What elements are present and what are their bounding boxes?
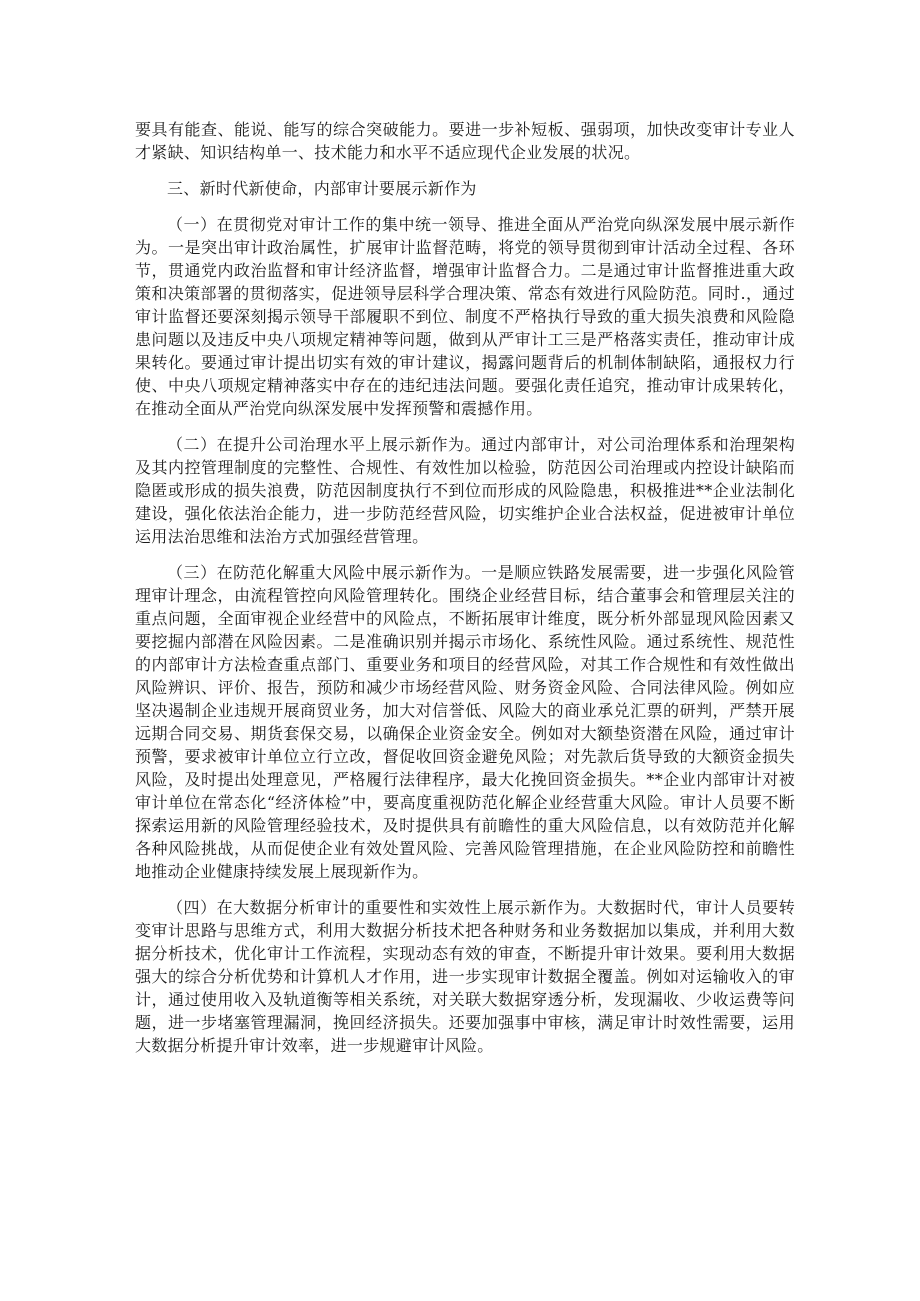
paragraph-item-four: （四）在大数据分析审计的重要性和实效性上展示新作为。大数据时代，审计人员要转变审计思路与思维方式，利用大数据分析技术把各种财务和业务数据加以集成，并利用大数据分析技术，优化审计工作流程，实现动态有效的审查，不断提升审计效果。要利用大数据强大的综合分析优势和计算机人才作用，进一步实现审计数据全覆盖。例如对运输收入的审计，通过使用收入及轨道衡等相关系统，对关联大数据穿透分析，发现漏收、少收运费等问题，进一步堵塞管理漏洞，挽回经济损失。还要加强事中审核，满足审计时效性需要，运用大数据分析提升审计效率，进一步规避审计风险。 [135, 898, 795, 1055]
paragraph-item-three: （三）在防范化解重大风险中展示新作为。一是顺应铁路发展需要，进一步强化风险管理审计理念，由流程管控向风险管理转化。围绕企业经营目标，结合董事会和管理层关注的重点问题，全面审视企业经营中的风险点，不断拓展审计维度，既分析外部显现风险因素又要挖掘内部潜在风险因素。二是准确识别并揭示市场化、系统性风险。通过系统性、规范性的内部审计方法检查重点部门、重要业务和项目的经营风险，对其工作合规性和有效性做出风险辨识、评价、报告，预防和减少市场经营风险、财务资金风险、合同法律风险。例如应坚决遏制企业违规开展商贸业务，加大对信誉低、风险大的商业承兑汇票的研判，严禁开展远期合同交易、期货套保交易，以确保企业资金安全。例如对大额垫资潜在风险，通过审计预警，要求被审计单位立行立改，督促收回资金避免风险；对先款后货导致的大额资金损失风险，及时提出处理意见，严格履行法律程序，最大化挽回资金损失。**企业内部审计对被审计单位在常态化“经济体检”中，要高度重视防范化解企业经营重大风险。审计人员要不断探索运用新的风险管理经验技术，及时提供具有前瞻性的重大风险信息，以有效防范并化解各种风险挑战，从而促使企业有效处置风险、完善风险管理措施，在企业风险防控和前瞻性地推动企业健康持续发展上展现新作为。 [135, 563, 795, 881]
paragraph-item-one: （一）在贯彻党对审计工作的集中统一领导、推进全面从严治党向纵深发展中展示新作为。一是突出审计政治属性，扩展审计监督范畴，将党的领导贯彻到审计活动全过程、各环节，贯通党内政治监督和审计经济监督，增强审计监督合力。二是通过审计监督推进重大政策和决策部署的贯彻落实，促进领导层科学合理决策、常态有效进行风险防范。同时.，通过审计监督还要深刻揭示领导干部履职不到位、制度不严格执行导致的重大损失浪费和风险隐患问题以及违反中央八项规定精神等问题，做到从严审计工三是严格落实责任，推动审计成果转化。要通过审计提出切实有效的审计建议，揭露问题背后的机制体制缺陷，通报权力行使、中央八项规定精神落实中存在的违纪违法问题。要强化责任追究，推动审计成果转化，在推动全面从严治党向纵深发展中发挥预警和震撼作用。 [135, 215, 795, 418]
paragraph-continued: 要具有能查、能说、能写的综合突破能力。要进一步补短板、强弱项，加快改变审计专业人才紧缺、知识结构单一、技术能力和水平不适应现代企业发展的状况。 [135, 120, 795, 162]
document-body [135, 118, 795, 1070]
section-heading-three: 三、新时代新使命，内部审计要展示新作为 [167, 179, 477, 198]
paragraph-item-two: （二）在提升公司治理水平上展示新作为。通过内部审计，对公司治理体系和治理架构及其内控管理制度的完整性、合规性、有效性加以检验，防范因公司治理或内控设计缺陷而隐匿或形成的损失浪费，防范因制度执行不到位而形成的风险隐患，积极推进**企业法制化建设，强化依法治企能力，进一步防范经营风险，切实维护企业合法权益，促进被审计单位运用法治思维和法治方式加强经营管理。 [135, 435, 795, 546]
